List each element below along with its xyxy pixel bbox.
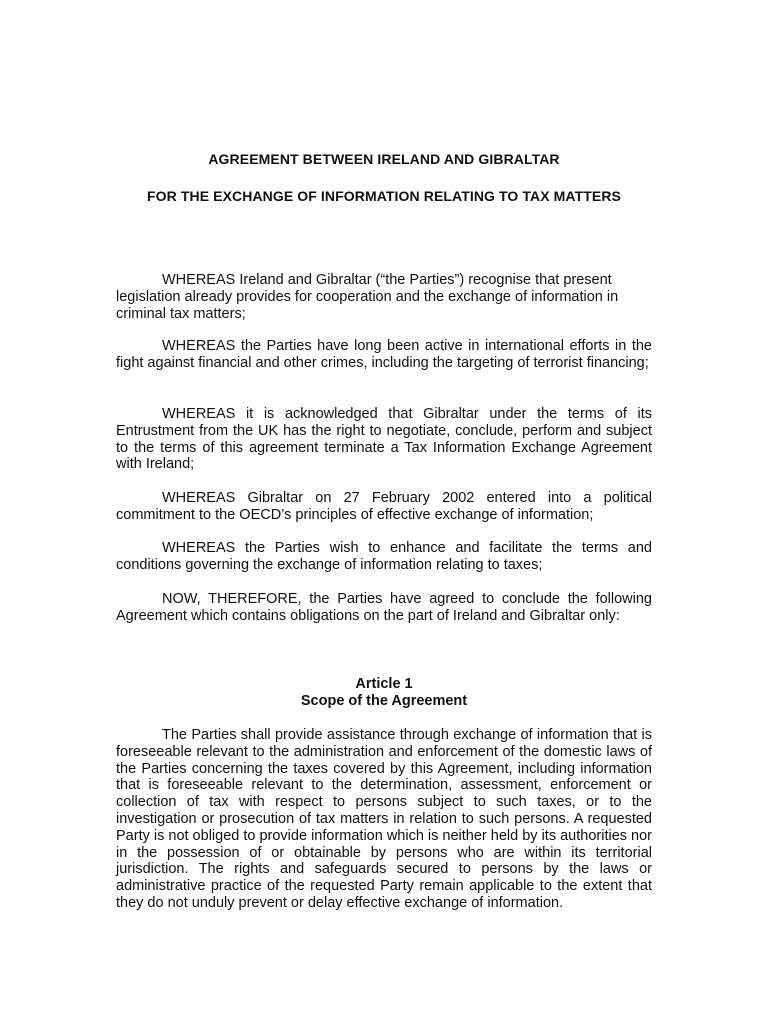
preamble-text-3: WHEREAS it is acknowledged that Gibraltar under the terms of its Entrustment from the UK has the right to negotiate, conclude, perform and subject to the terms of this agreement terminate a Tax Information Exchange Agreement with Ireland; (116, 406, 652, 473)
preamble-text-6: NOW, THEREFORE, the Parties have agreed to conclude the following Agreement which contains obligations on the part of Ireland and Gibraltar only: (116, 591, 652, 624)
preamble-text-1: WHEREAS Ireland and Gibraltar (“the Parties”) recognise that present legislation already provides for cooperation and the exchange of information in criminal tax matters; (116, 272, 619, 322)
preamble-text-5: WHEREAS the Parties wish to enhance and facilitate the terms and conditions governing the exchange of information relating to taxes; (116, 540, 652, 573)
preamble-paragraph-6 (116, 591, 652, 625)
preamble-paragraph-4 (116, 490, 652, 524)
preamble-paragraph-1 (116, 272, 652, 322)
preamble-paragraph-3 (116, 406, 652, 473)
preamble-paragraph-2 (116, 338, 652, 372)
article-number: Article 1 (355, 676, 413, 692)
preamble-text-2: WHEREAS the Parties have long been active in international efforts in the fight against financial and other crimes, including the targeting of terrorist financing; (116, 338, 652, 371)
document-title-line-1: AGREEMENT BETWEEN IRELAND AND GIBRALTAR (208, 151, 560, 167)
article-title: Scope of the Agreement (300, 693, 468, 709)
preamble-paragraph-5 (116, 540, 652, 574)
article-body (116, 727, 652, 912)
article-body-text: The Parties shall provide assistance through exchange of information that is foreseeable relevant to the administration and enforcement of the domestic laws of the Parties concerning the taxes covered by this Agreement, including information that is foreseeable relevant to the determination, assessment, enforcement or collection of tax with respect to persons subject to such taxes, or to the investigation or prosecution of tax matters in relation to such persons. A requested Party is not obliged to provide information which is neither held by its authorities nor in the possession of or obtainable by persons who are within its territorial jurisdiction. The rights and safeguards secured to persons by the laws or administrative practice of the requested Party remain applicable to the extent that they do not unduly prevent or delay effective exchange of information. (116, 727, 652, 911)
preamble-text-4: WHEREAS Gibraltar on 27 February 2002 entered into a political commitment to the OECD’s principles of effective exchange of information; (116, 490, 652, 523)
document-title-line-2: FOR THE EXCHANGE OF INFORMATION RELATING TO TAX MATTERS (147, 188, 621, 204)
